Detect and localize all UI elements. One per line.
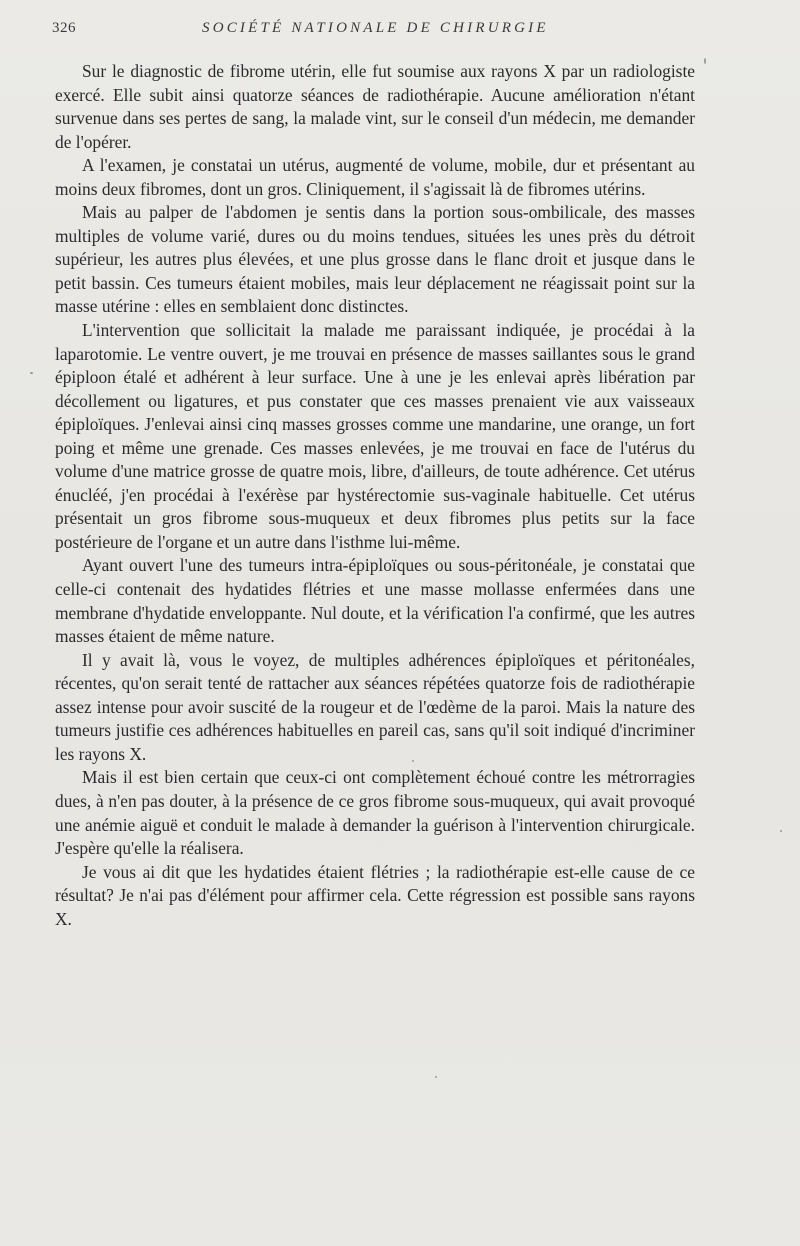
paragraph: Sur le diagnostic de fibrome utérin, elle fut soumise aux rayons X par un radiologiste exercé. Elle subit ainsi quatorze séances de radiothérapie. Aucune amélioration n'étant survenue dans ses pertes de sang, la malade vint, sur le conseil d'un médecin, me demander de l'opérer. [55, 61, 695, 152]
running-title: SOCIÉTÉ NATIONALE DE CHIRURGIE [202, 20, 549, 36]
page-number: 326 [52, 20, 76, 36]
paper-speck [30, 372, 33, 374]
paragraph: Je vous ai dit que les hydatides étaient flétries ; la radiothérapie est-elle cause de ce résultat? Je n'ai pas d'élément pour affirmer cela. Cette régression est possible sans rayons X. [55, 861, 695, 929]
page-header [52, 20, 752, 44]
paragraph: Mais au palper de l'abdomen je sentis dans la portion sous-ombilicale, des masses multiples de volume varié, dures ou du moins tendues, situées les unes près du détroit supérieur, les autres plus élevées, et une plus grosse dans le flanc droit et jusque dans le petit bassin. Ces tumeurs étaient mobiles, mais leur déplacement ne réagissait point sur la masse utérine : elles en semblaient donc distinctes. [55, 202, 695, 317]
body-text [55, 60, 695, 931]
paragraph: Il y avait là, vous le voyez, de multiples adhérences épiploïques et péritonéales, récentes, qu'on serait tenté de rattacher aux séances répétées quatorze fois de radiothérapie assez intense pour avoir suscité de la rougeur et de l'œdème de la paroi. Mais la nature des tumeurs justifie ces adhérences habituelles en pareil cas, sans qu'il soit indiqué d'incriminer les rayons X. [55, 649, 695, 764]
paper-speck [780, 830, 782, 832]
paper-speck [435, 1076, 437, 1078]
paragraph: A l'examen, je constatai un utérus, augmenté de volume, mobile, dur et présentant au moins deux fibromes, dont un gros. Cliniquement, il s'agissait là de fibromes utérins. [55, 155, 695, 199]
paragraph: L'intervention que sollicitait la malade me paraissant indiquée, je procédai à la laparotomie. Le ventre ouvert, je me trouvai en présence de masses saillantes sous le grand épiploon étalé et adhérent à leur surface. Une à une je les enlevai après libération par décollement ou ligatures, et pus constater que ces masses prenaient vie aux vaisseaux épiploïques. J'enlevai ainsi cinq masses grosses comme une mandarine, une orange, un fort poing et même une grenade. Ces masses enlevées, je me trouvai en face de l'utérus du volume d'une matrice grosse de quatre mois, libre, d'ailleurs, de toute adhérence. Cet utérus énucléé, j'en procédai à l'exérèse par hystérectomie sus-vaginale habituelle. Cet utérus présentait un gros fibrome sous-muqueux et deux fibromes plus petits sur la face postérieure de l'organe et un autre dans l'isthme lui-même. [55, 320, 695, 552]
paragraph: Mais il est bien certain que ceux-ci ont complètement échoué contre les métrorragies dues, à n'en pas douter, à la présence de ce gros fibrome sous-muqueux, qui avait provoqué une anémie aiguë et conduit le malade à demander la guérison à l'intervention chirurgicale. J'espère qu'elle la réalisera. [55, 767, 695, 859]
paper-speck [412, 760, 414, 762]
paragraph: Ayant ouvert l'une des tumeurs intra-épiploïques ou sous-péritonéale, je constatai que celle-ci contenait des hydatides flétries et une masse mollasse enfermées dans une membrane d'hydatide enveloppante. Nul doute, et la vérification l'a confirmé, que les autres masses étaient de même nature. [55, 555, 695, 647]
paper-speck [704, 58, 706, 64]
